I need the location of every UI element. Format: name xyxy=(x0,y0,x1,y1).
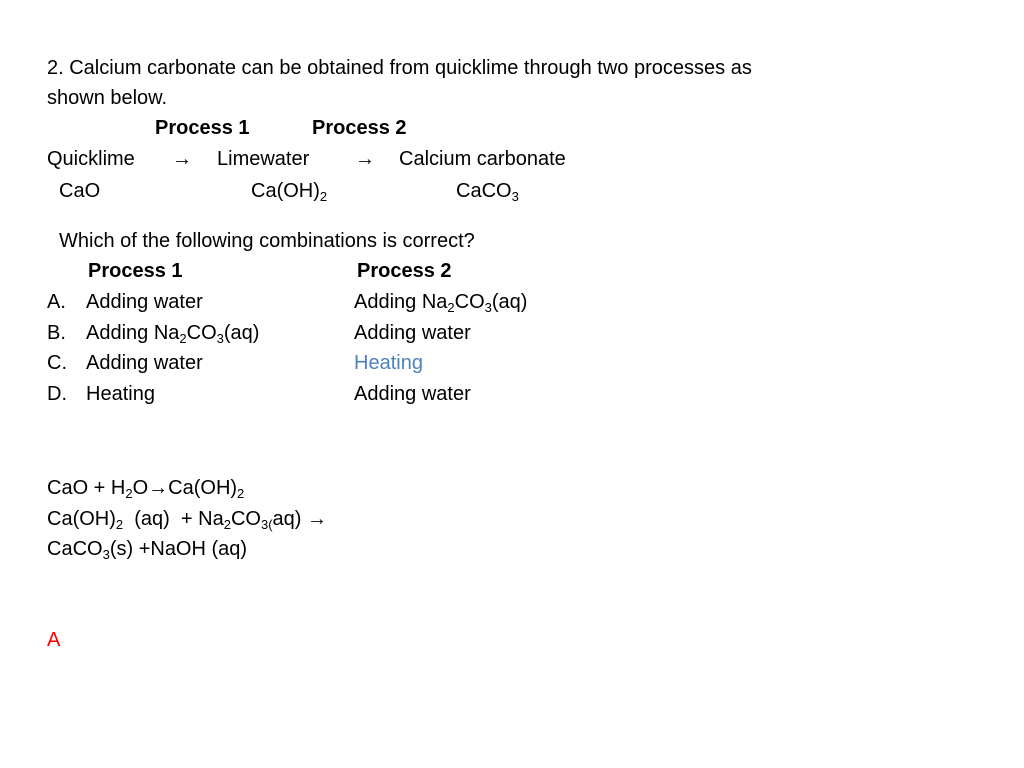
formula-cao: CaO xyxy=(59,180,101,202)
right-arrow-icon: → xyxy=(172,148,192,170)
flow-process1-header: Process 1 xyxy=(155,117,250,139)
equation-3: CaCO$_3$(s) +NaOH (aq) xyxy=(47,538,248,562)
option-c-process1: Adding water xyxy=(86,352,203,374)
flow-name-calcium-carbonate: Calcium carbonate xyxy=(399,148,566,170)
question-prompt: Which of the following combinations is correct? xyxy=(59,230,475,252)
question-line-1: 2. Calcium carbonate can be obtained from quicklime through two processes as xyxy=(47,57,752,79)
table-header-process2: Process 2 xyxy=(357,260,452,282)
option-d-process2: Adding water xyxy=(354,383,471,405)
answer-text: A xyxy=(47,629,61,651)
option-c-process2: Heating xyxy=(354,352,423,374)
formula-caoh2: $Ca(OH)_2$ xyxy=(251,180,328,204)
equation-2: $Ca(OH)_2$ $(aq) + Na_2CO_{3(}aq$) → xyxy=(47,508,327,532)
option-a-process2: Adding $Na_2CO_3(aq)$ xyxy=(354,291,528,315)
option-d-process1: Heating xyxy=(86,383,155,405)
right-arrow-icon: → xyxy=(307,508,327,530)
option-c-letter: C. xyxy=(47,352,67,374)
equation-1: CaO + $H_2O\to Ca(OH)_2$ xyxy=(47,477,245,501)
flow-name-limewater: Limewater xyxy=(217,148,310,170)
option-b-process2: Adding water xyxy=(354,322,471,344)
option-b-process1: Adding $Na_2CO_3(aq)$ xyxy=(86,322,260,346)
question-line-2: shown below. xyxy=(47,87,168,109)
option-a-letter: A. xyxy=(47,291,66,313)
option-d-letter: D. xyxy=(47,383,67,405)
flow-name-quicklime: Quicklime xyxy=(47,148,135,170)
table-header-process1: Process 1 xyxy=(88,260,183,282)
formula-caco3: CaCO$_3$ xyxy=(456,180,519,204)
right-arrow-icon: → xyxy=(148,477,169,499)
option-b-letter: B. xyxy=(47,322,66,344)
option-a-process1: Adding water xyxy=(86,291,203,313)
right-arrow-icon: → xyxy=(355,148,375,170)
flow-process2-header: Process 2 xyxy=(312,117,407,139)
